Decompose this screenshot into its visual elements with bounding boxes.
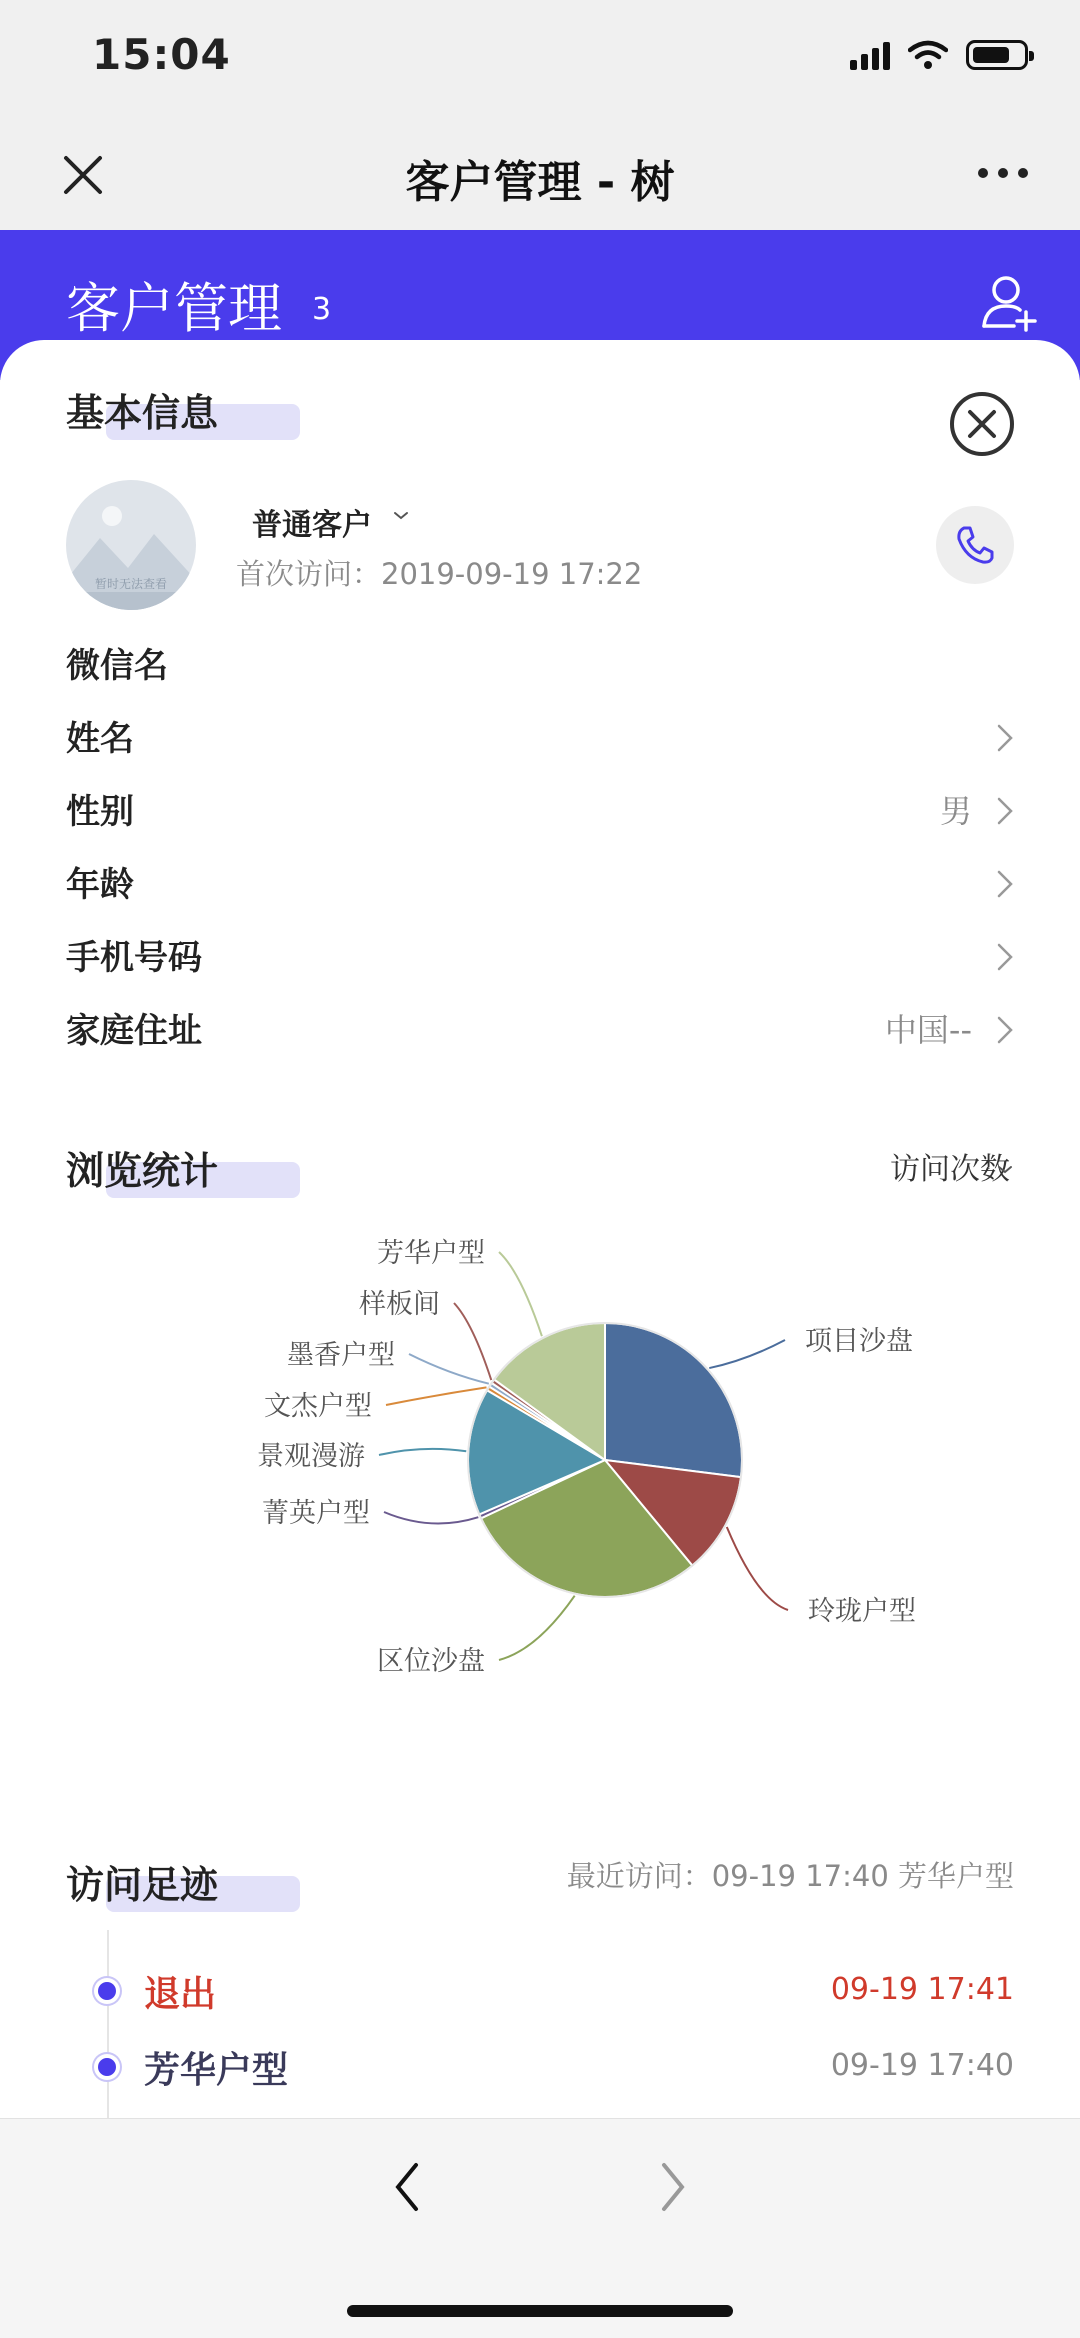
pie-label: 玲珑户型 [808, 1596, 916, 1627]
status-time: 15:04 [92, 30, 231, 79]
avatar-label: 暂时无法查看 [94, 577, 167, 591]
pie-leader-line [727, 1527, 788, 1610]
pie-label: 景观漫游 [257, 1441, 365, 1472]
metric-select[interactable]: 访问次数 [890, 1152, 1010, 1187]
wifi-icon [908, 40, 948, 70]
back-arrow-icon[interactable] [392, 2159, 422, 2215]
info-label: 性别 [66, 792, 134, 832]
customer-count: 3 [312, 292, 332, 327]
pie-leader-line [386, 1387, 486, 1405]
forward-arrow-icon[interactable] [658, 2159, 688, 2215]
timeline-label: 退出 [144, 1974, 217, 2015]
pie-leader-line [384, 1512, 478, 1523]
status-bar [0, 0, 1080, 120]
browse-stats-title: 浏览统计 [66, 1149, 219, 1193]
info-label: 微信名 [66, 646, 168, 686]
home-indicator [347, 2305, 733, 2317]
pie-label: 区位沙盘 [377, 1646, 485, 1677]
timeline-item [66, 2040, 1014, 2100]
pie-leader-line [499, 1596, 575, 1660]
nav-bar [0, 120, 1080, 230]
pie-label: 文杰户型 [264, 1391, 372, 1422]
pie-label: 样板间 [359, 1289, 440, 1320]
bottom-toolbar [0, 2118, 1080, 2338]
pie-leader-line [454, 1303, 491, 1380]
pie-leader-line [709, 1340, 785, 1368]
info-label: 手机号码 [66, 938, 202, 978]
customer-type[interactable]: 普通客户 [252, 508, 372, 543]
more-options-icon[interactable] [978, 168, 1028, 178]
cellular-signal-icon [850, 40, 890, 70]
battery-icon [966, 40, 1028, 70]
timeline-time: 09-19 17:41 [830, 1972, 1014, 2007]
timeline-dot [98, 1982, 116, 2000]
info-value: 中国-- [884, 1011, 972, 1049]
pie-leader-line [409, 1354, 489, 1384]
nav-title: 客户管理 - 树 [405, 157, 675, 208]
page-title: 客户管理 [66, 277, 282, 340]
customer-card [0, 340, 1080, 2120]
pie-slice [605, 1323, 742, 1477]
timeline-item [66, 1964, 1014, 2024]
info-label: 姓名 [66, 719, 134, 759]
info-label: 家庭住址 [66, 1011, 202, 1051]
pie-leader-line [379, 1449, 466, 1455]
pie-label: 墨香户型 [287, 1340, 395, 1371]
pie-label: 菁英户型 [262, 1498, 370, 1529]
add-user-icon[interactable] [980, 270, 1040, 332]
pie-label: 项目沙盘 [805, 1326, 913, 1357]
pie-leader-line [499, 1252, 542, 1336]
info-value: 男 [939, 792, 972, 830]
visit-trail-title: 访问足迹 [66, 1863, 219, 1907]
basic-info-title: 基本信息 [66, 391, 219, 435]
timeline-time: 09-19 17:40 [830, 2048, 1014, 2083]
timeline-dot [98, 2058, 116, 2076]
info-label: 年龄 [66, 865, 134, 905]
first-visit: 首次访问：2019-09-19 17:22 [236, 557, 643, 591]
timeline-label: 芳华户型 [144, 2050, 289, 2091]
status-icons [850, 40, 1028, 70]
pie-label: 芳华户型 [377, 1238, 485, 1269]
recent-visit: 最近访问：09-19 17:40 芳华户型 [566, 1859, 1014, 1893]
pie-chart [0, 340, 1080, 2120]
